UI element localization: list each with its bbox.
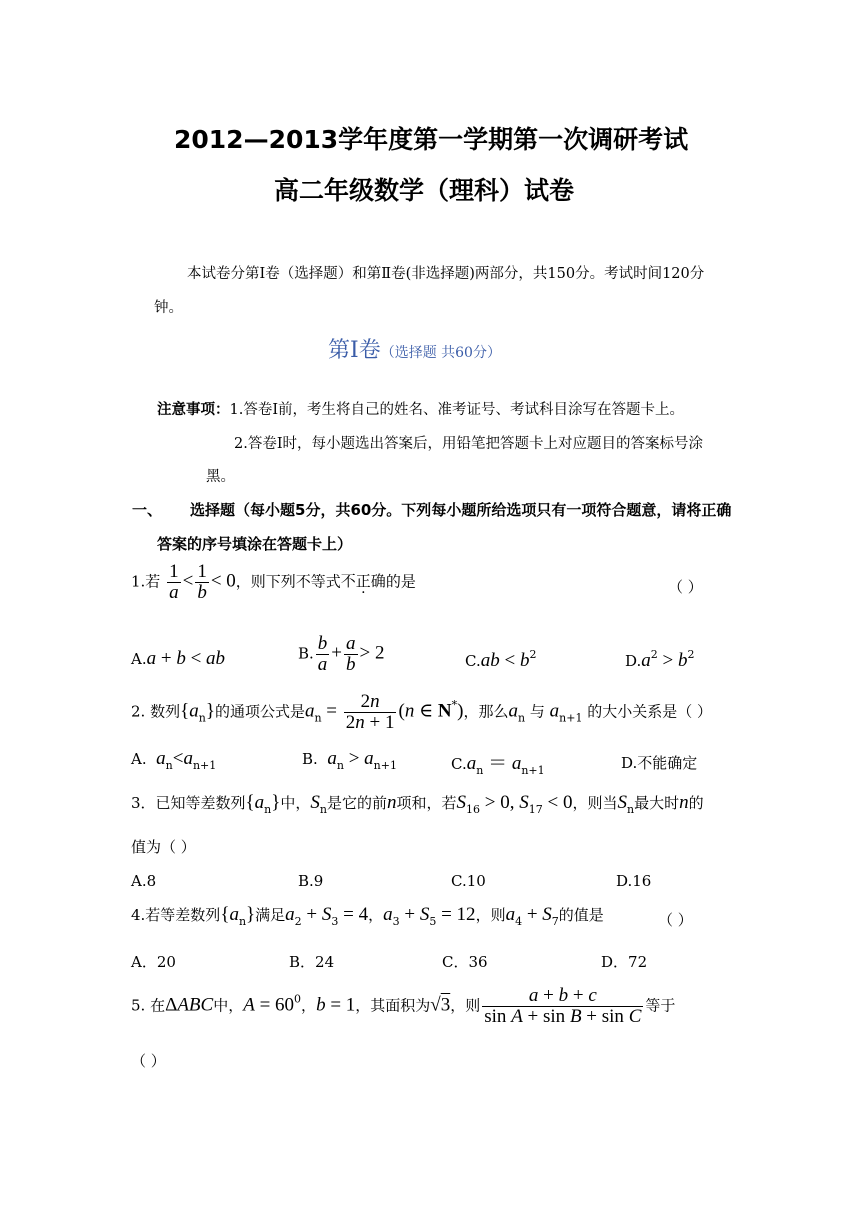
notice-item2-line1: 2.答卷Ⅰ时，每小题选出答案后，用铅笔把答题卡上对应题目的答案标号涂: [234, 436, 704, 452]
q3-option-b: B.9: [298, 872, 324, 890]
question-2: 2. 数列$\{a_n\}$的通项公式是$a_n$ = $\frac{2n}{2n + 1}$ (n ∈ N*)，那么$a_n$ 与 $a_{n+1}$ 的大小关系是（ ）: [131, 691, 713, 733]
question-3-line2: 值为（ ）: [131, 838, 196, 856]
q1-option-c-label: C.: [465, 652, 481, 670]
q3-mid2: 是它的前: [327, 794, 388, 812]
q1-option-b: B. $\frac{b}{a}$ + $\frac{a}{b}$ > 2: [298, 633, 385, 675]
q1-option-c: $C.ab < b^2$: [465, 648, 537, 671]
q5-mid2: ，: [301, 996, 317, 1015]
q1-option-b-label: B.: [298, 644, 314, 663]
q4-mid3: ，则: [475, 906, 506, 924]
q5-mid4: ，则: [450, 996, 481, 1015]
q5-mid1: 中，: [213, 996, 244, 1015]
q4-mid2: ，: [368, 906, 384, 924]
section-line2: 答案的序号填涂在答题卡上）: [157, 535, 353, 553]
q1-answer-paren: （ ）: [668, 578, 703, 596]
q1-option-d-label: D.: [625, 652, 642, 670]
q2-option-c: $C.a_n = a_{n+1}$: [451, 753, 545, 777]
q1-prefix: 1.若: [131, 572, 161, 591]
q2-cond: ，那么: [463, 702, 509, 721]
question-5: 5. 在ΔABC中，$A = 60^0$，b = 1，其面积为√3，则 $\frac{a + b + c}{\text{sin A + sin B + sin C}}$ 等于: [131, 985, 676, 1027]
section-line1: 选择题（每小题5分，共60分。下列每小题所给选项只有一项符合题意，请将正确: [190, 501, 732, 519]
volume-sub: （选择题 共60分）: [380, 345, 501, 361]
notice-item1: 1.答卷Ⅰ前，考生将自己的姓名、准考证号、考试科目涂写在答题卡上。: [229, 402, 685, 418]
q2-and: 与: [529, 702, 545, 721]
q4-option-d: D．72: [601, 953, 648, 971]
q3-option-d: D.16: [616, 872, 652, 890]
q4-prefix: 4.若等差数列: [131, 906, 221, 924]
q2-option-b-label: B.: [302, 750, 318, 768]
q3-prefix: 3．已知等差数列: [131, 794, 246, 812]
q1-fraction-1-over-a: $\frac{1}{a}$: [169, 561, 179, 603]
q4-answer-paren: （ ）: [658, 911, 693, 929]
q1-fraction-1-over-b: $\frac{1}{b}$: [197, 561, 207, 603]
q4-option-c: C．36: [442, 953, 488, 971]
title-line2: 高二年级数学（理科）试卷: [274, 176, 575, 205]
intro-line1: 本试卷分第Ⅰ卷（选择题）和第Ⅱ卷(非选择题)两部分，共150分。考试时间120分: [187, 266, 705, 282]
q1-option-a-label: A.: [131, 650, 147, 668]
question-4: 4.若等差数列$\{a_n\}$满足$a_2 + S_3 = 4$，$a_3 + S_5 = 12$，则$a_4 + S_7$的值是: [131, 904, 604, 928]
volume-main: 第Ⅰ卷: [328, 338, 381, 363]
question-1: 1.若 $\frac{1}{a}$ < $\frac{1}{b}$ < 0，则下列不等式不正确的是: [131, 561, 416, 603]
q5-tail: 等于: [645, 996, 676, 1015]
q3-mid1: 中，: [280, 794, 311, 812]
q5-fraction: $\frac{a + b + c}{\text{sin A + sin B + sin C}}$: [484, 985, 642, 1027]
q1-tail: 的是: [385, 572, 416, 591]
notice-label: 注意事项：: [157, 402, 230, 418]
q1-emphasis: 不正确: [340, 572, 386, 591]
q3-mid3: 项和，若: [396, 794, 457, 812]
section-number: 一、: [132, 501, 163, 519]
q3-option-a: A.8: [131, 872, 157, 890]
q2-option-c-label: C.: [451, 755, 467, 773]
q2-fraction: $\frac{2n}{2n + 1}$: [345, 691, 395, 733]
q2-option-a: A. $a_n<a_{n+1}$: [131, 748, 217, 772]
q4-mid1: 满足: [255, 906, 286, 924]
q3-tail2: 的: [688, 794, 704, 812]
q4-option-b: B．24: [289, 953, 335, 971]
notice-item2-line2: 黑。: [206, 469, 235, 485]
q2-option-b: B. $a_n > a_{n+1}$: [302, 748, 397, 772]
q5-answer-paren: （ ）: [131, 1052, 166, 1070]
q4-tail: 的值是: [558, 906, 604, 924]
q3-tail1: 最大时: [634, 794, 680, 812]
q2-option-a-label: A.: [131, 750, 147, 768]
intro-line2: 钟。: [154, 300, 183, 316]
q3-option-c: C.10: [451, 872, 486, 890]
q1-mid: ，则下列不等式: [235, 572, 341, 591]
q5-prefix: 5. 在: [131, 996, 166, 1015]
q1-option-d: $D.a^2 > b^2$: [625, 648, 695, 671]
question-3-line1: 3．已知等差数列$\{a_n\}$中，$S_n$是它的前n项和，若$S_{16} > 0$, $S_{17} < 0$，则当$S_n$最大时n的: [131, 792, 704, 816]
q2-mid: 的通项公式是: [214, 702, 305, 721]
q2-prefix: 2. 数列: [131, 702, 181, 721]
q2-tail: 的大小关系是（ ）: [587, 702, 713, 721]
title-line1: 2012—2013学年度第一学期第一次调研考试: [174, 125, 689, 154]
q5-mid3: ，其面积为: [355, 996, 431, 1015]
q3-mid4: ，则当: [572, 794, 618, 812]
q1-option-a: A.a + b < ab: [131, 648, 226, 669]
volume-heading: [328, 333, 501, 364]
q2-option-d: D.不能确定: [621, 754, 698, 772]
q4-option-a: A．20: [131, 953, 176, 971]
notice-line1: [157, 398, 684, 419]
